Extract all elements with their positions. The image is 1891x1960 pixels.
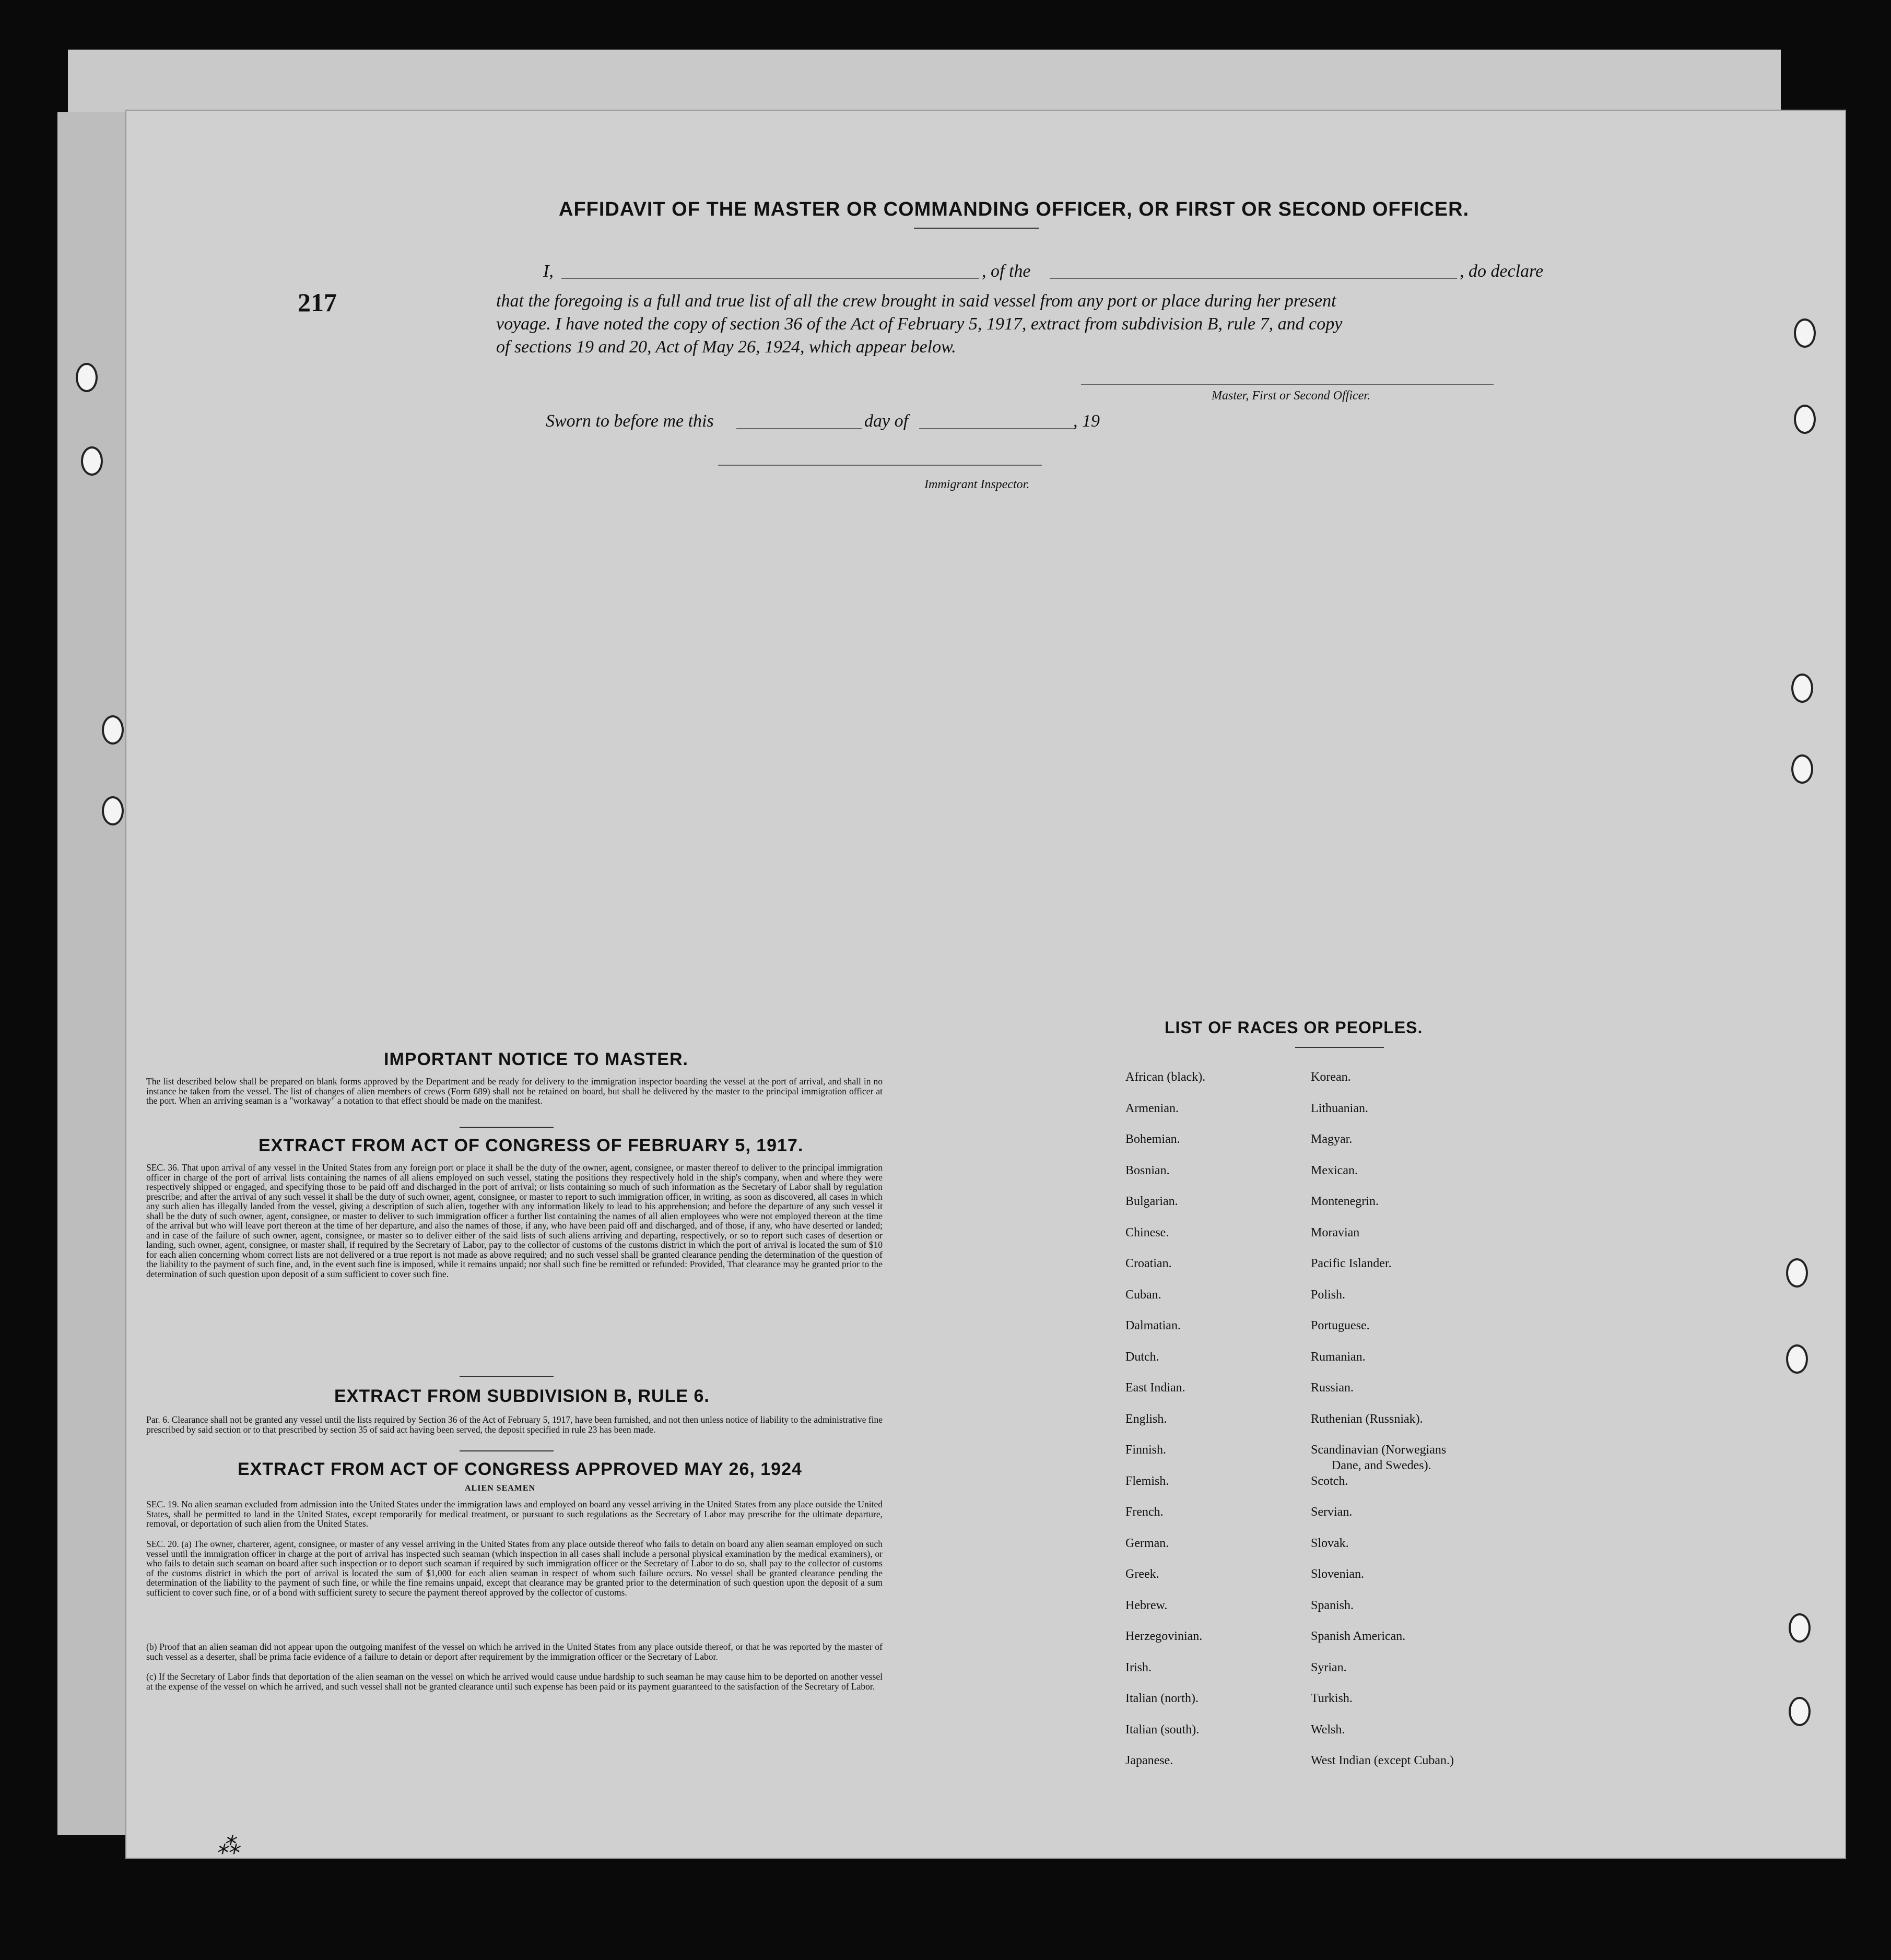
race-item: Servian. xyxy=(1311,1505,1353,1519)
race-item: African (black). xyxy=(1125,1070,1206,1084)
race-item: Hebrew. xyxy=(1125,1598,1168,1612)
race-item: Irish. xyxy=(1125,1660,1152,1674)
race-item: Dutch. xyxy=(1125,1350,1159,1364)
race-item: Finnish. xyxy=(1125,1443,1167,1457)
races-right-column xyxy=(1311,1070,1454,1785)
affidavit-of-the: , of the xyxy=(982,262,1031,281)
race-item: Italian (south). xyxy=(1125,1722,1200,1737)
document-page xyxy=(125,110,1846,1859)
race-item: Slovak. xyxy=(1311,1536,1349,1550)
races-left-column xyxy=(1125,1070,1205,1785)
race-item: Bohemian. xyxy=(1125,1132,1180,1146)
race-item: German. xyxy=(1125,1536,1169,1550)
race-item: Cuban. xyxy=(1125,1288,1161,1302)
divider xyxy=(914,228,1039,229)
race-item: Welsh. xyxy=(1311,1722,1345,1737)
sec19-text: SEC. 19. No alien seaman excluded from admission into the United States under the immigration laws and employed on board any vessel arriving in the United States from any place outside the United States, shall be permitted to land in the United States, except temporarily for medical treatment, or pursuant to such regulations as the Secretary of Labor may prescribe for the ultimate departure, removal, or deportation of such alien from the United States. xyxy=(146,1499,883,1529)
divider xyxy=(460,1450,554,1451)
affidavit-declare: , do declare xyxy=(1460,262,1544,281)
month-blank xyxy=(919,428,1076,429)
race-item: West Indian (except Cuban.) xyxy=(1311,1754,1454,1767)
race-item: Mexican. xyxy=(1311,1163,1358,1177)
punch-hole xyxy=(1789,1697,1811,1726)
punch-hole xyxy=(1789,1613,1811,1643)
day-of-text: day of xyxy=(864,411,909,431)
race-item: Scotch. xyxy=(1311,1474,1348,1488)
affidavit-i: I, xyxy=(543,262,554,281)
race-item: Slovenian. xyxy=(1311,1567,1364,1581)
inspector-label: Immigrant Inspector. xyxy=(924,478,1030,491)
race-item: Spanish. xyxy=(1311,1598,1354,1612)
punch-hole xyxy=(76,363,98,392)
race-item: Japanese. xyxy=(1125,1754,1173,1767)
race-item: English. xyxy=(1125,1412,1167,1426)
sec20a-text: SEC. 20. (a) The owner, charterer, agent, consignee, or master of any vessel arriving in the United States from any place outside thereof who fails to detain on board any alien seaman employed on such vessel until the immigration officer in charge at the port of arrival has inspected such seaman (which inspection in all cases shall include a personal physical examination by the medical examiners), or who fails to detain such seaman on board after such inspection or to deport such seaman if required by such immigration officer or the Secretary of Labor to do so, shall pay to the collector of customs of the customs district in which the port of arrival is located the sum of $1,000 for each alien seaman in respect of whom such failure occurs. No vessel shall be granted clearance pending the determination of the liability to the payment of such fine, or while the fine remains unpaid, except that clearance may be granted prior to the determination of such question upon the deposit of a sum sufficient to cover such fine, or of a bond with sufficient surety to secure the payment thereof approved by the collector of customs. xyxy=(146,1539,883,1598)
notice-text: The list described below shall be prepared on blank forms approved by the Department and be ready for delivery to the immigration inspector boarding the vessel at the port of arrival, and shall in no instance be taken from the vessel. The list of changes of alien members of crews (Form 689) shall not be retained on board, but shall be delivered by the master to the principal immigration officer at the port. When an arriving seaman is a "workaway" a notation to that effect should be made on the manifest. xyxy=(146,1076,883,1106)
race-item: Moravian xyxy=(1311,1225,1360,1239)
race-item: Chinese. xyxy=(1125,1225,1169,1239)
race-item: Italian (north). xyxy=(1125,1692,1199,1705)
race-item: Pacific Islander. xyxy=(1311,1257,1392,1270)
race-item: Greek. xyxy=(1125,1567,1159,1581)
race-item: Lithuanian. xyxy=(1311,1101,1368,1115)
races-heading: LIST OF RACES OR PEOPLES. xyxy=(1165,1018,1423,1037)
punch-hole xyxy=(1786,1258,1808,1288)
race-item: Flemish. xyxy=(1125,1474,1169,1488)
punch-hole xyxy=(1794,318,1816,348)
affidavit-line3: voyage. I have noted the copy of section 36 of the Act of February 5, 1917, extract from subdivision B, rule 7, and copy xyxy=(496,314,1343,334)
day-blank xyxy=(736,428,862,429)
affidavit-line4: of sections 19 and 20, Act of May 26, 1924, which appear below. xyxy=(496,337,956,357)
subdivision-b-heading: EXTRACT FROM SUBDIVISION B, RULE 6. xyxy=(334,1386,710,1406)
race-item: Russian. xyxy=(1311,1381,1354,1395)
race-item: Ruthenian (Russniak). xyxy=(1311,1412,1423,1426)
race-item: Dalmatian. xyxy=(1125,1319,1181,1332)
extract-1917-heading: EXTRACT FROM ACT OF CONGRESS OF FEBRUARY 5, 1917. xyxy=(259,1136,804,1155)
punch-hole xyxy=(1786,1344,1808,1374)
sec20b-text: (b) Proof that an alien seaman did not appear upon the outgoing manifest of the vessel on which he arrived in the United States from any place outside thereof, or that he was reported by the master of such vessel as a deserter, shall be prima facie evidence of a failure to detain or deport after requirement by the immigration officer or the Secretary of Labor. xyxy=(146,1642,883,1662)
handwritten-mark: ⁂ xyxy=(217,1833,240,1859)
subdivision-b-text: Par. 6. Clearance shall not be granted any vessel until the lists required by Section 36 of the Act of February 5, 1917, have been furnished, and not then unless notice of liability to the administrative fine prescribed by said section or to that prescribed by section 35 of said act having been served, the deposit specified in rule 23 has been made. xyxy=(146,1414,883,1435)
race-item: Herzegovinian. xyxy=(1125,1630,1203,1643)
extract-1917-text: SEC. 36. That upon arrival of any vessel in the United States from any foreign port or place it shall be the duty of the owner, agent, consignee, or master thereof to deliver to the principal immigration officer in charge of the port of arrival lists containing the names of all aliens employed on such vessel, stating the positions they respectively hold in the ship's company, when and where they were respectively shipped or engaged, and specifying those to be paid off and discharged in the port of arrival; or lists containing so much of such information as the Secretary of Labor shall by regulation prescribe; and after the arrival of any such vessel it shall be the duty of such owner, agent, consignee, or master to report to such immigration officer, in writing, as soon as discovered, all cases in which any such alien has illegally landed from the vessel, giving a description of such alien, together with any information likely to lead to his apprehension; and before the departure of any such vessel it shall be the duty of such owner, agent, consignee, or master to deliver to such immigration officer a further list containing the names of all alien employees who were not employed thereon at the time of the arrival but who will leave port thereon at the time of her departure, and also the names of those, if any, who have been paid off and discharged, and of those, if any, who have deserted or landed; and in case of the failure of such owner, agent, consignee, or master so to deliver either of the said lists of such aliens arriving and departing, respectively, or so to report such cases of desertion or landing, such owner, agent, consignee, or master shall, if required by the Secretary of Labor, pay to the collector of customs of the customs district in which the port of arrival is located the sum of $10 for each alien concerning whom correct lists are not delivered or a true report is not made as above required; and no such vessel shall be granted clearance pending the determination of the question of the liability to the payment of such fine, and, in the event such fine is imposed, while it remains unpaid; nor shall such fine be remitted or refunded: Provided, That clearance may be granted prior to the determination of such question upon deposit of a sum sufficient to cover such fine. xyxy=(146,1162,883,1279)
race-item: Portuguese. xyxy=(1311,1319,1370,1332)
extract-1924-heading: EXTRACT FROM ACT OF CONGRESS APPROVED MAY 26, 1924 xyxy=(238,1459,802,1479)
race-item: Bulgarian. xyxy=(1125,1195,1178,1208)
race-item: Spanish American. xyxy=(1311,1630,1406,1643)
punch-hole xyxy=(1791,674,1813,703)
race-item: Armenian. xyxy=(1125,1101,1179,1115)
race-item: Bosnian. xyxy=(1125,1163,1170,1177)
handwritten-page-number: 217 xyxy=(298,288,337,317)
punch-hole xyxy=(81,446,103,476)
inspector-signature-blank xyxy=(718,465,1042,466)
race-item: Dane, and Swedes). xyxy=(1332,1459,1431,1472)
race-item: Croatian. xyxy=(1125,1257,1172,1270)
divider xyxy=(460,1376,554,1377)
name-blank xyxy=(561,278,979,279)
race-item: French. xyxy=(1125,1505,1164,1519)
race-item: Syrian. xyxy=(1311,1660,1347,1674)
master-signature-blank xyxy=(1081,384,1494,385)
race-item: Magyar. xyxy=(1311,1132,1353,1146)
master-label: Master, First or Second Officer. xyxy=(1212,389,1370,403)
sworn-text: Sworn to before me this xyxy=(546,411,714,431)
race-item: East Indian. xyxy=(1125,1381,1185,1395)
race-item: Montenegrin. xyxy=(1311,1195,1379,1208)
race-item: Korean. xyxy=(1311,1070,1351,1084)
vessel-blank xyxy=(1050,278,1457,279)
race-item: Polish. xyxy=(1311,1288,1346,1302)
punch-hole xyxy=(102,796,124,825)
affidavit-line2: that the foregoing is a full and true list of all the crew brought in said vessel from any port or place during her present xyxy=(496,291,1336,311)
race-item: Turkish. xyxy=(1311,1692,1353,1705)
race-item: Rumanian. xyxy=(1311,1350,1366,1364)
race-item: Scandinavian (Norwegians xyxy=(1311,1443,1447,1457)
year-text: , 19 xyxy=(1073,411,1100,431)
notice-heading: IMPORTANT NOTICE TO MASTER. xyxy=(384,1049,688,1069)
punch-hole xyxy=(102,715,124,745)
punch-hole xyxy=(1791,754,1813,784)
punch-hole xyxy=(1794,405,1816,434)
divider xyxy=(1295,1047,1384,1048)
sec20c-text: (c) If the Secretary of Labor finds that deportation of the alien seaman on the vessel on which he arrived would cause undue hardship to such seaman he may cause him to be deported on another vessel at the expense of the vessel on which he arrived, and such vessel shall not be granted clearance until such expense has been paid or its payment guaranteed to the satisfaction of the Secretary of Labor. xyxy=(146,1671,883,1692)
alien-seamen-subheading: ALIEN SEAMEN xyxy=(465,1484,536,1493)
divider xyxy=(460,1127,554,1128)
affidavit-title: AFFIDAVIT OF THE MASTER OR COMMANDING OFFICER, OR FIRST OR SECOND OFFICER. xyxy=(559,198,1470,220)
